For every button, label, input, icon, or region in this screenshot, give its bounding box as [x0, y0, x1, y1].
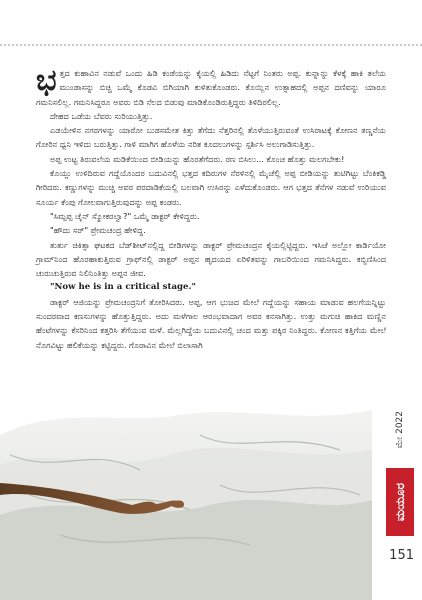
paragraph: ದೇಹದ ಒಡೆಯ ಬೆವರು ಸುರಿಯುತ್ತಿತ್ತು. — [50, 110, 153, 121]
paragraph: ಕೊಯ್ಲು ಉಳಿದಿರುವ ಗದ್ದೆಯೊಂದರ ಬದುವಿನಲ್ಲಿ ಭತ್ತದ ಕದಿರುಗಳ ನೆರಳಿನಲ್ಲಿ ಮೈಚೆಲ್ಲಿ ಅಪ್ಪ ಬೀಡಿಯನ್ನು ತುಟಿಗಿಟ್ಟು ಬೆಂಕಿಕಡ್ಡಿ ಗೀರಿದರು. ಕಣ್ಣುಗಳನ್ನು ಮುಚ್ಚಿ ಅವರ ಪರದಾಡಿಕೆಯಲ್ಲಿ ಬಲವಾಗಿ ಉಸಿರನ್ನು ಎಳೆದುಕೊಂಡರು. ಆಗ ಭತ್ತದ ತೆನೆಗಳ ನಡುವೆ ಉರಿಯುವ ಸೂರ್ಯ ಕೆಂಪು ಗೋಲವಾಗುತ್ತಿರುವುದನ್ನು ಅಪ್ಪ ಕಂಡರು. — [36, 168, 386, 207]
paragraph: "ಹೌದು ಸರ್" ಪ್ರೇಮಚಂದ್ರ ಹೇಳಿದ್ದ. — [50, 225, 146, 236]
paragraph: ಅಪ್ಪ ಉಟ್ಟ ತಿರುವಲೆಯ ಮಡಿಕೆಯಿಂದ ಬೀಡಿಯನ್ನು ಹೊರತೆಗೆದರು. ರಣ ಬಿಸಿಲು... ಕೊಂಚ ಹೊತ್ತು ಮಲಗಬೇಕು! — [50, 153, 345, 164]
paragraph: "ಸಿಮ್ಪಪ್ಪ ಚೈನ್ ಸ್ಮೋಕರಲ್ವಾ?" ಒಮ್ಮೆ ಡಾಕ್ಟರ್ ಕೇಳಿದ್ದರು. — [50, 210, 200, 221]
paragraph: ತುರ್ತು ಚಿಕಿತ್ಸಾ ಘಟಕದ ಬೆಡ್‌ಶೀಟ್‌ನಲ್ಲಿದ್ದ ಬೀಡಿಗಳನ್ನು ಡಾಕ್ಟರ್ ಪ್ರೇಮಚಂದ್ರನ ಕೈಯಲ್ಲಿಟ್ಟಿದ್ದರು. ಇಸಿಜೆ ಅಲ್ಲೋ ಕಾರ್ಡಿಯೋ ಗ್ರಾಮ್‌ನಿಂದ ಹೊರಹಾಕುತ್ತಿರುವ ಗ್ರಾಫ್‌ನಲ್ಲಿ ಡಾಕ್ಟರ್ ಅಪ್ಪನ ಹೃದಯದ ಏರಿಳಿತವನ್ನು ಗಾಬರಿಯಿಂದ ಗಮನಿಸಿದ್ದರು. ಕಬ್ಬಿಣಿಸಿಂದ ಚುರುಚುತ್ತಿರುವ ನಿಲಿನಿಂತಿತ್ತು ಅಪ್ಪನ ಜೀವ. — [36, 239, 386, 279]
illustration — [0, 395, 372, 600]
issue-date: ಮೇ 2022 — [395, 411, 405, 449]
paragraph — [36, 63, 386, 109]
magazine-name-badge: ಮಯೂರ — [386, 468, 414, 536]
article-body — [36, 63, 386, 352]
paragraph: ಎಡಯೇಳಿನ ನಗರಗಳನ್ನು ಯಾರೋ ಬುಡಸಮೇತ ಕಿತ್ತು ತೆಗೆದು ನೆತ್ತರಿನಲ್ಲಿ ತೊಳೆಯುತ್ತಿರುವಂತೆ ಉಸಿರಾಟಕ್ಕೆ ಕೋಣನ ತಣ್ಣನೆಯ ಗೋರಿನ ಧ್ವನಿ ಇಳಿದು ಬರುತ್ತಿತ್ತು. ಗಾಳಿ ಮಾಗಿಗ ಹೊಳೆಯ ನರಿತ ಕೂದಲುಗಳನ್ನು ಸ್ಪರ್ಶಿಸಿ ಅಲುಗಾಡಿಸುತ್ತಿತ್ತು. — [36, 125, 386, 150]
dropcap: ಭ — [36, 63, 57, 98]
paragraph-text: ತ್ತದ ಕುಹಾವಿನ ನಡುವೆ ಒಂದು ಹಿಡಿ ಕಂಡೆಯನ್ನು ಕೈಯಲ್ಲಿ ಹಿಡಿದು ನೆಟ್ಟಗೆ ನಿಂತರು ಅಪ್ಪ. ಕುನ್ನಾನ್ನು ಕೆಳಕ್ಕೆ ಹಾಕಿ ತಲೆಯ ಮುಂಡಾಸನ್ನು ಬಿಚ್ಚಿ ಒಮ್ಮೆ ಕೊಡವಿ ಬಿಗಿಯಾಗಿ ಕುಳಿತುಕೊಂಡರು. ಕೊಯ್ಲಿನ ಉತ್ಸಾಹದಲ್ಲಿ ಅಪ್ಪನ ದಣಿವನ್ನು ಯಾರೂ ಗಮನಿಸಲಿಲ್ಲ. ಗಮನಿಸಿದ್ದರೂ ಅವರು ಬಿಡಿ ನೆಲದ ಬಿಡುವು ಮಾಡಿಕೊಂಡಿರುತ್ತಿದ್ದರು ತಿಳಿದಿರಲಿಲ್ಲ. — [36, 68, 386, 107]
english-quote: "Now he is in a critical stage." — [50, 282, 196, 293]
top-dotted-rule — [0, 44, 422, 46]
page-number: 151 — [389, 548, 414, 563]
paragraph: ಡಾಕ್ಟರ್ ಆಜಿಯನ್ನು ಪ್ರೇಮಚಂದ್ರನಿಗೆ ತೋರಿಸಿದರು. ಅಪ್ಪ, ಆಗ ಭುಜದ ಮೇಲೆ ಗದ್ದೆಯನ್ನು ಸಹಾಯ ಮಾಡುವ ಹಲಗೆಯನ್ನಿಟ್ಟು ಸುಂದರವಾದ ಕಣಸುಗಳನ್ನು ಹೊತ್ತುತ್ತಿದ್ದರು. ಅದು ಮಳೆಗಾಲ ಆರಂಭವಾದಾಗ ಅವರ ಕನಸಾಗಿತ್ತು. ಉತ್ತು ಮಗುಚಿ ಹಾಕಿದ ಮಣ್ಣಿನ ಹೆಂಟೆಗಳನ್ನು ಕೆಸರಿನಿಂದ ಕತ್ತರಿಸಿ ತೆಗೆಯುವ ಮಳೆ. ಮೆಲ್ಲಗಿದ್ದೆಯ ಬದುವಿನಲ್ಲಿ ಚಂದ ಮತ್ತು ಪಕ್ಕಿರ ನಿಂತಿದ್ದರು. ಕೋಣನ ಕತ್ತಿಗೆಯ ಮೇಲೆ ನೊಗವಿಟ್ಟು ಹಲಿಕೆಯನ್ನು ಕಟ್ಟಿದ್ದರು. ಗೊರಾವಿನ ಮೇಲೆ ಬಿಲಾಸಾಗಿ — [36, 296, 386, 350]
